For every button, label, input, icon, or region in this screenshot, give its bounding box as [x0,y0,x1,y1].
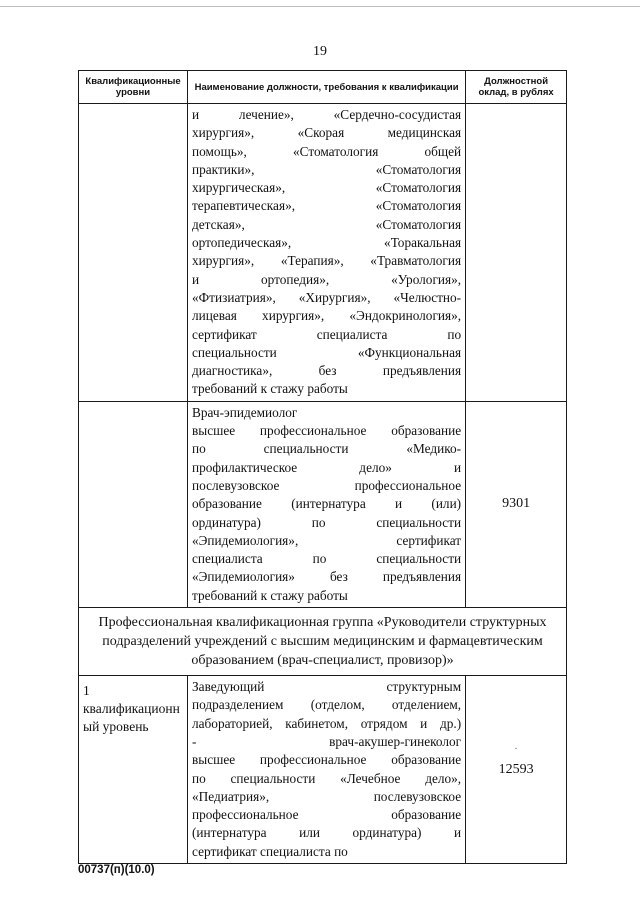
text-line: высшее профессиональное образование [192,423,462,439]
text-line: Врач-эпидемиолог [192,404,298,420]
text-line: послевузовское профессиональное [192,477,462,493]
text-line: и лечение», «Сердечно-сосудистая [192,107,462,122]
text-line: лабораторией, кабинетом, отрядом и др.) [192,715,462,731]
text-line: требований к стажу работы [192,587,348,603]
text-line: сертификат специалиста по [192,326,462,342]
text-line: ый уровень [83,719,149,735]
table-row [79,676,567,864]
text-line: диагностика», без предъявления [192,363,462,379]
text-line: специалиста по специальности [192,551,462,567]
table-row [79,608,567,676]
text-line: практики», «Стоматология [192,161,462,177]
text-line: «Фтизиатрия», «Хирургия», «Челюстно- [192,289,462,305]
text-line: терапевтическая», «Стоматология [192,198,462,214]
position-description [188,401,466,607]
text-line: лицевая хирургия», «Эндокринология», [192,308,462,324]
document-code: 00737(п)(10.0) [78,864,155,876]
text-line: по специальности «Лечебное дело», [192,770,462,786]
header-salary: Должностной оклад, в рублях [466,71,567,104]
qualification-level [79,676,188,864]
row2-lines [192,404,461,605]
text-line: специальности «Функциональная [192,344,462,360]
text-line: профессиональное образование [192,807,462,823]
row3-lines [192,678,461,861]
position-description [188,676,466,864]
text-line: Заведующий структурным [192,679,462,695]
salary-table [78,70,567,864]
level-cell-empty [79,401,188,607]
salary-value: 9301 [466,401,567,607]
text-line: - врач-акушер-гинеколог [192,733,462,749]
text-line: «Эпидемиология», сертификат [192,532,462,548]
text-line: и ортопедия», «Урология», [192,271,462,287]
text-line: образование (интернатура и (или) [192,496,462,512]
level-cell-empty [79,104,188,402]
text-line: по специальности «Медико- [192,441,462,457]
text-line: хирургия», «Скорая медицинская [192,125,462,141]
table-header-row [79,71,567,104]
salary-cell-empty [466,104,567,402]
text-line: «Эпидемиология» без предъявления [192,569,462,585]
page-number: 19 [313,44,327,59]
top-edge-line [0,6,640,7]
text-line: сертификат специалиста по [192,843,348,859]
header-level: Квалификационные уровни [79,71,188,104]
mark-dot: · [514,743,518,755]
text-line: требований к стажу работы [192,381,348,397]
salary-value: 12593 [498,761,534,777]
text-line: ортопедическая», «Торакальная [192,235,462,251]
text-line: «Педиатрия», послевузовское [192,788,462,804]
position-description [188,104,466,402]
row1-lines [192,106,461,399]
text-line: профилактическое дело» и [192,459,462,475]
text-line: подразделением (отделом, отделением, [192,697,462,713]
text-line: (интернатура или ординатура) и [192,825,462,841]
text-line: помощь», «Стоматология общей [192,143,462,159]
row3-level-lines [83,682,183,736]
header-name: Наименование должности, требования к квалификации [188,71,466,104]
text-line: высшее профессиональное образование [192,752,462,768]
salary-cell [466,676,567,864]
text-line: 1 [83,683,90,699]
text-line: хирургическая», «Стоматология [192,180,462,196]
text-line: ординатура) по специальности [192,514,462,530]
group-heading: Профессиональная квалификационная группа «Руководители структурных подразделений учреждений с высшим медицинским и фармацевтическим образованием (врач-специалист, провизор)» [79,608,567,676]
text-line: хирургия», «Терапия», «Травматология [192,253,462,269]
text-line: квалификационн [83,701,180,717]
table-row [79,401,567,607]
text-line: детская», «Стоматология [192,216,462,232]
table-row [79,104,567,402]
